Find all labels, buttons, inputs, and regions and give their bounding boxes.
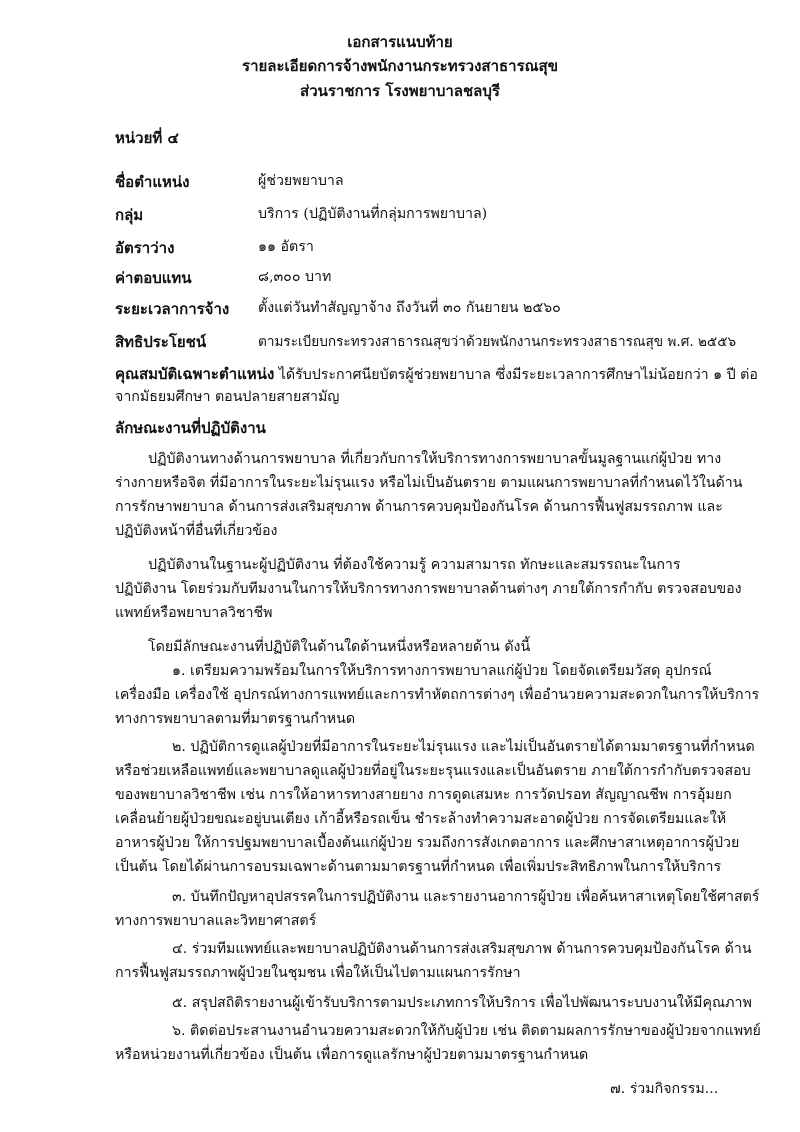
- field-value-group: บริการ (ปฏิบัติงานที่กลุ่มการพยาบาล): [258, 206, 488, 222]
- agency-name: ส่วนราชการ โรงพยาบาลชลบุรี: [300, 82, 500, 100]
- field-value-compensation: ๘,๓๐๐ บาท: [258, 269, 332, 285]
- field-label-benefits: สิทธิประโยชน์: [115, 333, 207, 351]
- list-item-line: ๖. ติดต่อประสานงานอำนวยความสะดวกให้กับผู้ป่วย เช่น ติดตามผลการรักษาของผู้ป่วยจากแพทย์: [172, 1023, 761, 1039]
- list-item-line: หรือช่วยเหลือแพทย์และพยาบาลดูแลผู้ป่วยที่อยู่ในระยะรุนแรงและเป็นอันตราย ภายใต้การกำกับตรวจสอบ: [115, 763, 751, 779]
- list-item-line: ๓. บันทึกปัญหาอุปสรรคในการปฏิบัติงาน และรายงานอาการผู้ป่วย เพื่อค้นหาสาเหตุโดยใช้ศาสตร์: [172, 889, 760, 905]
- list-item-line: เครื่องมือ เครื่องใช้ อุปกรณ์ทางการแพทย์และการทำหัตถการต่างๆ เพื่ออำนวยความสะดวกในการให้บริการ: [115, 687, 760, 703]
- document-title: เอกสารแนบท้าย: [347, 33, 453, 51]
- list-item-line: ทางการพยาบาลตามที่มาตรฐานกำหนด: [115, 711, 356, 727]
- work-description-heading: ลักษณะงานที่ปฏิบัติงาน: [115, 419, 266, 437]
- list-item-line: การฟื้นฟูสมรรถภาพผู้ป่วยในชุมชน เพื่อให้เป็นไปตามแผนการรักษา: [115, 965, 521, 981]
- paragraph-line: ปฏิบัติงหน้าที่อื่นที่เกี่ยวข้อง: [115, 523, 278, 539]
- field-value-benefits: ตามระเบียบกระทรวงสาธารณสุขว่าด้วยพนักงานกระทรวงสาธารณสุข พ.ศ. ๒๕๕๖: [258, 334, 737, 350]
- list-item-line: หรือหน่วยงานที่เกี่ยวข้อง เป็นต้น เพื่อการดูแลรักษาผู้ป่วยตามมาตรฐานกำหนด: [115, 1047, 589, 1063]
- list-item-line: ๕. สรุปสถิติรายงานผู้เข้ารับบริการตามประเภทการให้บริการ เพื่อไปพัฒนาระบบงานให้มีคุณภาพ: [172, 995, 752, 1011]
- paragraph-line: ปฏิบัติงานในฐานะผู้ปฏิบัติงาน ที่ต้องใช้ความรู้ ความสามารถ ทักษะและสมรรถนะในการ: [148, 557, 681, 573]
- qualification-line-1: [115, 362, 758, 386]
- list-item-line: อาหารผู้ป่วย ให้การปฐมพยาบาลเบื้องต้นแก่ผู้ป่วย รวมถึงการสังเกตอาการ และศึกษาสาเหตุอาการผู้ป่วย: [115, 835, 740, 851]
- qualification-line-2: จากมัธยมศึกษา ตอนปลายสายสามัญ: [115, 389, 340, 405]
- document-subtitle: รายละเอียดการจ้างพนักงานกระทรวงสาธารณสุข: [242, 57, 558, 75]
- paragraph-line: การรักษาพยาบาล ด้านการส่งเสริมสุขภาพ ด้านการควบคุมป้องกันโรค ด้านการฟื้นฟูสมรรถภาพ และ: [115, 499, 723, 515]
- paragraph-line: ปฏิบัติงาน โดยร่วมกับทีมงานในการให้บริการทางการพยาบาลด้านต่างๆ ภายใต้การกำกับ ตรวจสอบของ: [115, 581, 742, 597]
- field-label-group: กลุ่ม: [115, 206, 144, 224]
- field-label-compensation: ค่าตอบแทน: [115, 269, 192, 287]
- list-item-line: ๔. ร่วมทีมแพทย์และพยาบาลปฏิบัติงานด้านการส่งเสริมสุขภาพ ด้านการควบคุมป้องกันโรค ด้าน: [172, 941, 752, 957]
- list-item-line: เป็นต้น โดยได้ผ่านการอบรมเฉพาะด้านตามมาตรฐานที่กำหนด เพื่อเพิ่มประสิทธิภาพในการให้บริการ: [115, 859, 722, 875]
- field-value-position: ผู้ช่วยพยาบาล: [258, 173, 344, 189]
- paragraph-line: แพทย์หรือพยาบาลวิชาชีพ: [115, 605, 273, 621]
- list-item-line: ของพยาบาลวิชาชีพ เช่น การให้อาหารทางสายยาง การดูดเสมหะ การวัดปรอท สัญญาณชีพ การอุ้มยก: [115, 787, 732, 803]
- continuation-marker: ๗. ร่วมกิจกรรม...: [610, 1081, 719, 1097]
- unit-number: หน่วยที่ ๔: [115, 129, 179, 147]
- paragraph-line: ปฏิบัติงานทางด้านการพยาบาล ที่เกี่ยวกับการให้บริการทางการพยาบาลขั้นมูลฐานแก่ผู้ป่วย ทาง: [148, 451, 722, 467]
- paragraph-line: ร่างกายหรือจิต ที่มีอาการในระยะไม่รุนแรง หรือไม่เป็นอันตราย ตามแผนการพยาบาลที่กำหนดไว้ในด้าน: [115, 475, 743, 491]
- field-value-vacancies: ๑๑ อัตรา: [258, 239, 314, 255]
- qualification-text-1: ได้รับประกาศนียบัตรผู้ช่วยพยาบาล ซึ่งมีระยะเวลาการศึกษาไม่น้อยกว่า ๑ ปี ต่อ: [274, 367, 758, 383]
- field-label-employment-period: ระยะเวลาการจ้าง: [115, 300, 230, 318]
- list-item-line: ทางการพยาบาลและวิทยาศาสตร์: [115, 913, 317, 929]
- list-item-line: ๒. ปฏิบัติการดูแลผู้ป่วยที่มีอาการในระยะไม่รุนแรง และไม่เป็นอันตรายได้ตามมาตรฐานที่กำหนด: [172, 739, 755, 755]
- list-item-line: เคลื่อนย้ายผู้ป่วยขณะอยู่บนเตียง เก้าอี้หรือรถเข็น ชำระล้างทำความสะอาดผู้ป่วย การจัดเตรียมและให้: [115, 811, 727, 827]
- list-item-line: ๑. เตรียมความพร้อมในการให้บริการทางการพยาบาลแก่ผู้ป่วย โดยจัดเตรียมวัสดุ อุปกรณ์: [172, 663, 712, 679]
- field-label-vacancies: อัตราว่าง: [115, 239, 175, 257]
- field-label-position: ชื่อตำแหน่ง: [115, 173, 190, 191]
- qualification-label: คุณสมบัติเฉพาะตำแหน่ง: [115, 365, 275, 383]
- items-intro: โดยมีลักษณะงานที่ปฏิบัติในด้านใดด้านหนึ่งหรือหลายด้าน ดังนี้: [148, 639, 531, 655]
- field-value-employment-period: ตั้งแต่วันทำสัญญาจ้าง ถึงวันที่ ๓๐ กันยายน ๒๕๖๐: [258, 300, 561, 316]
